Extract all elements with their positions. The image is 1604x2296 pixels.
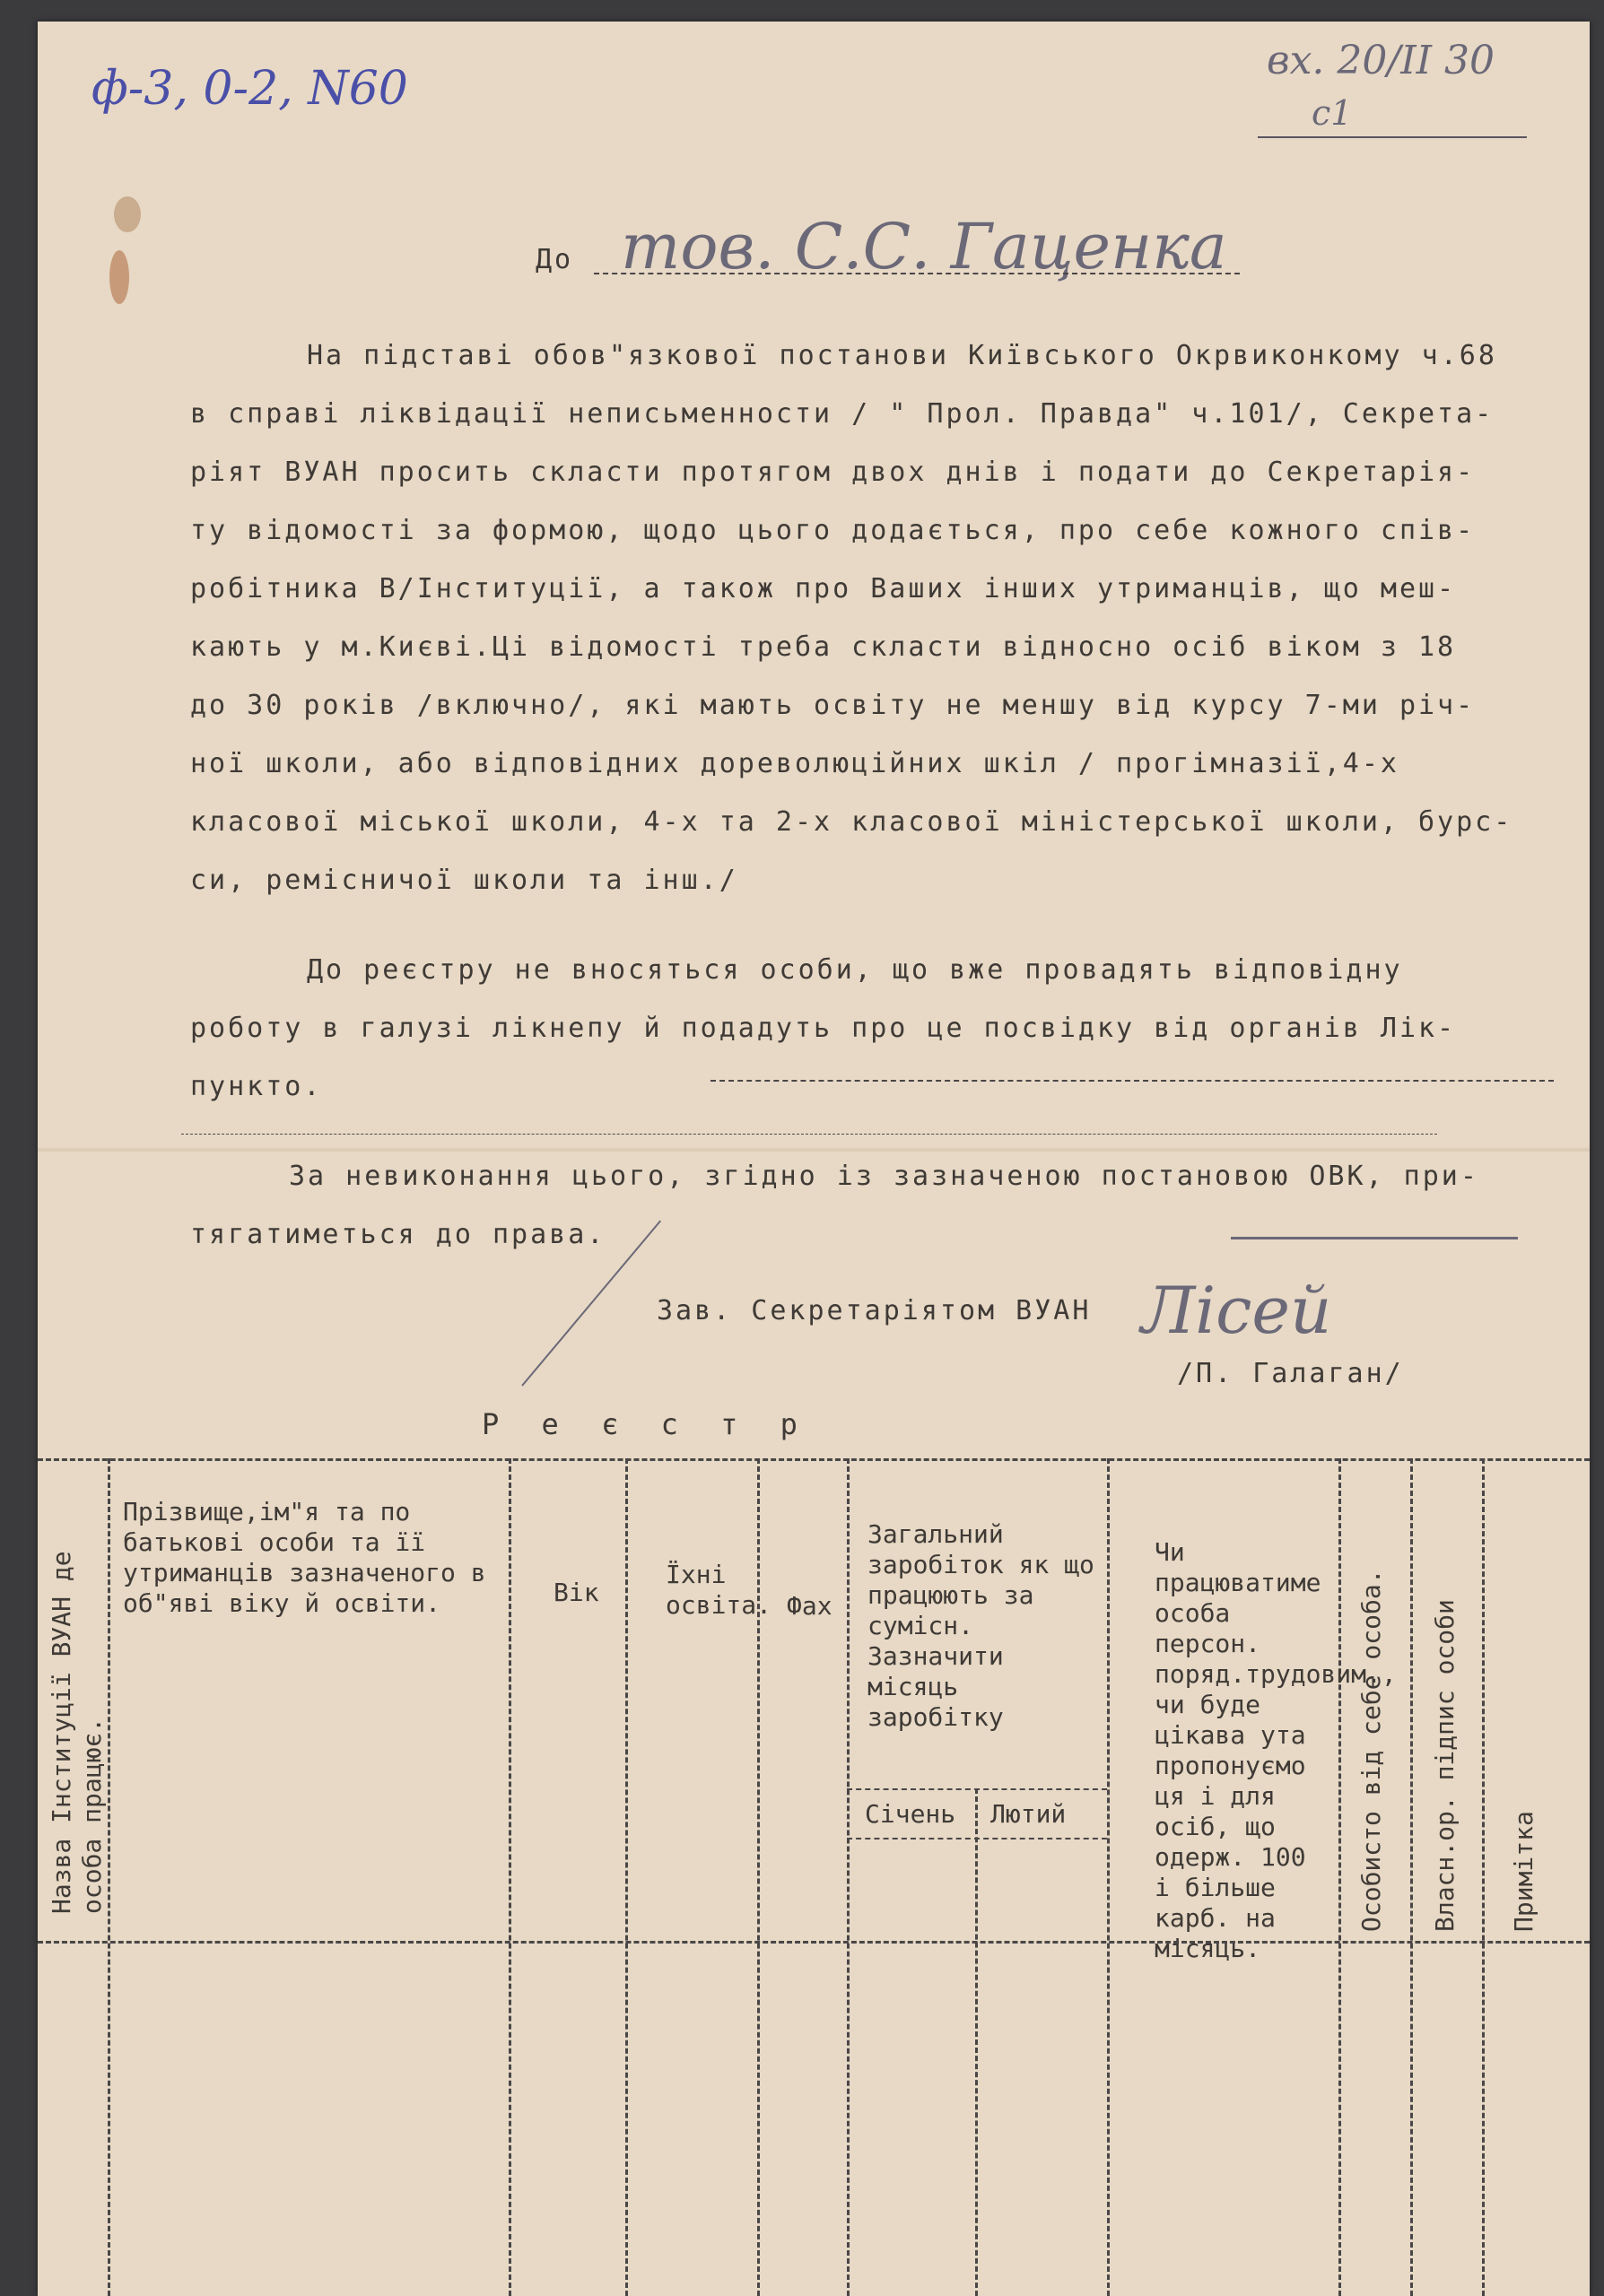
column-divider [975, 1788, 978, 2296]
column-divider [509, 1458, 511, 2296]
header-earnings-january: Січень [865, 1799, 956, 1829]
dashed-rule [710, 1080, 1554, 1082]
header-age: Вік [554, 1578, 599, 1607]
incoming-note-sub: c1 [1312, 93, 1353, 133]
paragraph3-line: тягатиметься до права. [190, 1219, 606, 1250]
body-line: до 30 років /включно/, які мають освіту не меншу від курсу 7-ми річ- [190, 690, 1476, 721]
header-work-willingness: Чи працюватиме особа персон. поряд.трудовим., чи буде цікава ута пропонуємо ця і для осіб, що одерж. 100 і більше карб. на місяць. [1155, 1537, 1397, 1963]
column-divider [625, 1458, 628, 2296]
stain [114, 196, 141, 232]
paragraph2-line: пункто. [190, 1071, 323, 1102]
column-divider [1107, 1458, 1110, 2296]
body-line: кають у м.Києві.Ці відомості треба скласти відносно осіб віком з 18 [190, 631, 1457, 663]
header-profession: Фах [787, 1591, 833, 1621]
register-title: Р е є с т р [482, 1407, 810, 1441]
column-divider [757, 1458, 760, 2296]
column-divider [1338, 1458, 1341, 2296]
handwritten-signature: Лісей [1141, 1273, 1332, 1348]
paragraph3-line: За невиконання цього, згідно із зазначеною постановою ОВК, при- [289, 1161, 1479, 1192]
body-line: в справі ліквідації неписьменности / " Прол. Правда" ч.101/, Секрета- [190, 398, 1495, 430]
paragraph2-line: роботу в галузі лікнепу й подадуть про це посвідку від органів Лік- [190, 1013, 1457, 1044]
addressee-prefix: До [536, 244, 574, 275]
stain [109, 250, 129, 304]
body-line: ту відомості за формою, щодо цього додається, про себе кожного спів- [190, 515, 1476, 546]
header-personal: Особисто від себе особа. [1356, 1569, 1386, 1932]
body-line: ної школи, або відповідних дореволюційних шкіл / прогімназії,4-х [190, 748, 1399, 779]
column-divider [847, 1458, 850, 2296]
signatory-name: /П. Галаган/ [1177, 1358, 1404, 1389]
header-education: Їхні освіта. [666, 1560, 772, 1620]
header-note: Примітка [1509, 1811, 1539, 1932]
header-signature: Власн.ор. підпис особи [1430, 1599, 1460, 1932]
header-name: Прізвище,ім"я та по батькові особи та її утриманців зазначеного в об"яві віку й освіти. [123, 1497, 486, 1618]
paragraph2-line: До реєстру не вносяться особи, що вже провадять відповідну [307, 954, 1403, 986]
corner-rule [1258, 136, 1527, 138]
table-top-rule [38, 1458, 1590, 1461]
column-divider [1410, 1458, 1413, 2296]
header-earnings: Загальний заробіток як що працюють за сумісн. Зазначити місяць заробітку [867, 1519, 1094, 1732]
document-page [38, 22, 1590, 2296]
incoming-note: вх. 20/II 30 [1267, 38, 1495, 83]
body-line: класової міської школи, 4-х та 2-х класової міністерської школи, бурс- [190, 806, 1513, 838]
column-divider [1482, 1458, 1485, 2296]
body-line: На підставі обов"язкової постанови Київського Окрвиконкому ч.68 [307, 340, 1497, 371]
dashed-rule [181, 1134, 1437, 1135]
header-institution: Назва Інституції ВУАН де особа працює. [47, 1551, 107, 1914]
signatory-title: Зав. Секретаріятом ВУАН [657, 1295, 1092, 1326]
addressee-name: тов. С.С. Гаценка [621, 210, 1227, 283]
body-line: ріят ВУАН просить скласти протягом двох днів і подати до Секретарія- [190, 457, 1476, 488]
signature-rule [1231, 1237, 1518, 1239]
column-divider [108, 1458, 110, 2296]
header-earnings-february: Лютий [990, 1799, 1067, 1829]
body-line: си, ремісничої школи та інш./ [190, 865, 738, 896]
archive-reference: ф-3, 0-2, N60 [92, 62, 408, 116]
body-line: робітника В/Інституції, а також про Ваших інших утриманців, що меш- [190, 573, 1457, 604]
addressee-underline [594, 273, 1240, 274]
table-header-rule [38, 1941, 1590, 1944]
